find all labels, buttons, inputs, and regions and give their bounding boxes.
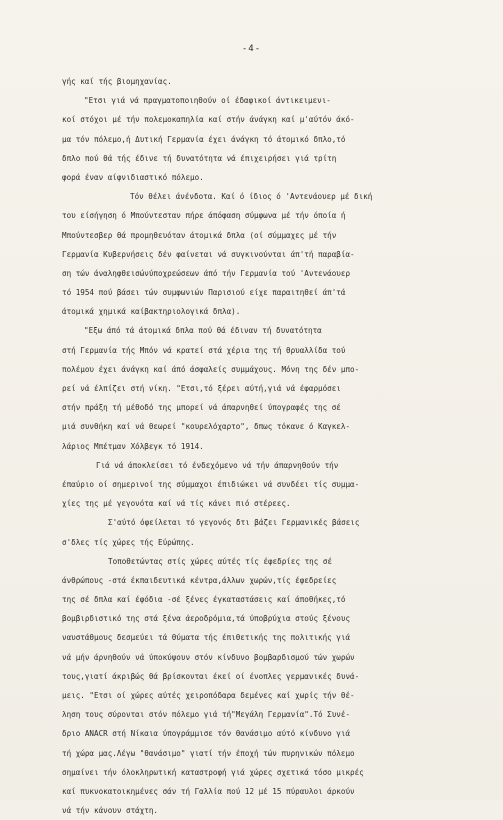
text-line: καί πυκνοκατοικημένες σάν τή Γαλλία πού 12 μέ 15 πύραυλοι άρκούν	[62, 786, 355, 796]
text-line: άτομικά χημικά καίβακτηριολογικά δπλα).	[62, 307, 241, 317]
text-line: πολέμου έχει άνάγκη καί άπό άσφαλείς συμμάχους. Μόνη της δέν μπο-	[62, 364, 360, 374]
text-line: σ'δλες τίς χώρες τής Εύρώπης.	[62, 537, 195, 547]
text-line: ση τών άναληφθεισώνύποχρεώσεων άπό τήν Γερμανία τού 'Αντενάουερ	[62, 268, 351, 278]
text-line: νά τήν κάνουν στάχτη.	[62, 806, 159, 816]
text-line: "Ετσι γιά νά πραγματοποιηθούν οί έδαφικοί άντικειμενι-	[84, 96, 331, 106]
text-line: άνθρώπους -στά έκπαιδευτικά κέντρα,άλλων χωρών,τίς έφεδρείες	[62, 575, 337, 585]
text-line: λάριος Μπέτμαν Χόλβεγκ τό 1914.	[62, 441, 204, 451]
text-line: στή Γερμανία τής Μπόν νά κρατεί στά χέρια της τή θρυαλλίδα τού	[62, 345, 346, 355]
text-line: κοί στόχοι μέ τήν πολεμοκαπηλία καί στήν άνάγκη καί μ'αύτόν άκό-	[62, 115, 355, 125]
text-line: τή χώρα μας.Λέγω "θανάσιμο" γιατί τήν έποχή τών πυρηνικών πόλεμο	[62, 748, 355, 758]
text-line: μα τόν πόλεμο,ή Δυτική Γερμανία έχει άνάγκη τό άτομικό δπλο,τό	[62, 134, 346, 144]
text-line: νά μήν άρνηθούν νά ύποκύψουν στόν κίνδυνο βομβαρδισμού τών χωρών	[62, 652, 355, 662]
body-text	[62, 72, 462, 820]
text-line: ληση τους σύρονται στόν πόλεμο γιά τή"Μεγάλη Γερμανία".Τό Συνέ-	[62, 710, 351, 720]
text-line: Γιά νά άποκλείσει τό ένδεχόμενο νά τήν άπαρνηθούν τήν	[96, 460, 339, 470]
text-line: "Εξω άπό τά άτομικά δπλα πού θά έδιναν τή δυνατότητα	[84, 326, 322, 336]
text-line: στήν πράξη τή μέθοδό της μπορεί νά άπαρνηθεί ύπογραφές της σέ	[62, 403, 341, 413]
text-line: του είσήγηση ό Μπούντεσταν πήρε άπόφαση σύμφωνα μέ τήν όποία ή	[62, 211, 346, 221]
text-line: μεις. "Ετσι οί χώρες αύτές χειροπόδαρα δεμένες καί χωρίς τήν θέ-	[62, 691, 355, 700]
text-line: δριο ANACR στή Νίκαια ύπογράμμισε τόν θανάσιμο αύτό κίνδυνο γιά	[62, 729, 351, 739]
text-line: Σ'αύτό όφείλεται τό γεγονός δτι βάζει Γερμανικές βάσεις	[108, 518, 360, 528]
text-line: Μπούντεσβερ θά προμηθευόταν άτομικά δπλα (οί σύμμαχες μέ τήν	[62, 230, 337, 240]
text-line: έπαύριο οί σημερινοί της σύμμαχοι έπιδιώκει νά συνδέει τίς συμμα-	[62, 479, 360, 489]
page-number: -4-	[241, 44, 262, 54]
text-line: Τόν θέλει άνένδοτα. Καί ό ίδιος ό 'Αντενάουερ μέ δική	[130, 192, 373, 202]
text-line: της σέ δπλα καί έφόδια -σέ ξένες έγκαταστάσεις καί άποθήκες,τό	[62, 595, 346, 605]
text-line: γής καί τής βιομηχανίας.	[62, 77, 172, 86]
text-line: φορά έναν αίφνιδιαστικό πόλεμο.	[62, 172, 204, 182]
text-line: τό 1954 πού βάσει τών συμφωνιών Παρισιού είχε παραιτηθεί άπ'τά	[62, 288, 346, 298]
text-line: χίες της μέ γεγονότα καί νά τίς κάνει πιό στέρεες.	[62, 499, 291, 509]
text-line: Γερμανία Κυβερνήσεις δέν φαίνεται νά συγκινούνται άπ'τή παραβία-	[62, 249, 355, 259]
text-line: τους,γιατί άκριβώς θά βρίσκονται έκεί οί ένοπλες γερμανικές δυνά-	[62, 671, 360, 681]
text-line: Τοποθετώντας στίς χώρες αύτές τίς έφεδρίες της σέ	[108, 556, 333, 566]
text-line: ρεί νά έλπίζει στή νίκη. "Ετσι,τό ξέρει αύτή,γιά νά έφαρμόσει	[62, 384, 341, 393]
text-line: βομβιρδιστικό της στά ξένα άεροδρόμια,τά ύποβρύχια στούς ξένους	[62, 614, 351, 624]
text-line: μιά συνθήκη καί νά θεωρεί "κουρελόχαρτο", δπως τόκανε ό Καγκελ-	[62, 422, 351, 432]
text-line: ναυστάθμους δεσμεύει τά θύματα τής έπιθετικής της πολιτικής γιά	[62, 633, 351, 643]
text-line: δπλο πού θά τής έδινε τή δυνατότητα νά έπιχειρήσει γιά τρίτη	[62, 153, 337, 163]
text-line: σημαίνει τήν όλοκληρωτική καταστροφή γιά χώρες σχετικά τόσο μικρές	[62, 767, 364, 777]
